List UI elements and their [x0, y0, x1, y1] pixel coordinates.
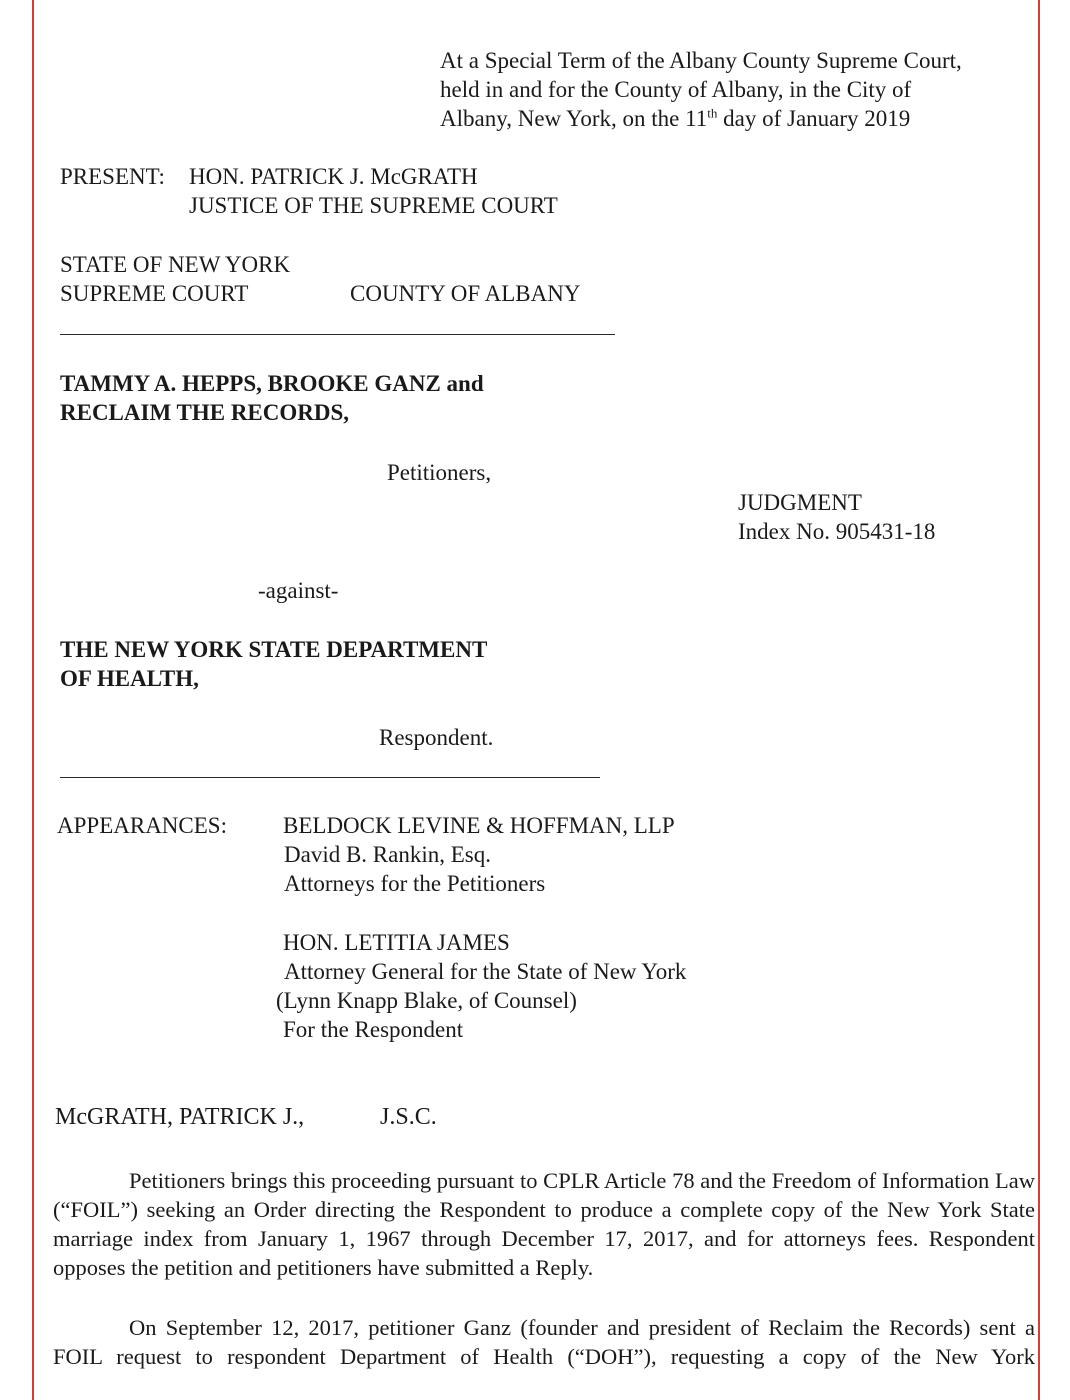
- caption-line-1: At a Special Term of the Albany County Supreme Court,: [440, 48, 962, 73]
- right-margin-line: [1038, 0, 1040, 1400]
- petitioners-line-1: TAMMY A. HEPPS, BROOKE GANZ and: [60, 371, 484, 396]
- appearances-label: APPEARANCES:: [57, 813, 227, 838]
- respondent-counsel-title: Attorney General for the State of New York: [284, 959, 687, 984]
- petitioner-attorney-role: Attorneys for the Petitioners: [284, 871, 546, 896]
- against-label: -against-: [258, 578, 339, 603]
- present-label: PRESENT:: [60, 164, 165, 189]
- respondent-line-2: OF HEALTH,: [60, 666, 199, 691]
- caption-rule-bottom: [60, 777, 600, 778]
- left-margin-line: [32, 0, 34, 1400]
- judge-title: JUSTICE OF THE SUPREME COURT: [189, 193, 558, 218]
- body-paragraph-2: On September 12, 2017, petitioner Ganz (founder and president of Reclaim the Records) sent a FOIL request to respondent Department of Health (“DOH”), requesting a copy of the New York: [53, 1315, 1035, 1369]
- caption-date-ordinal: th: [707, 105, 718, 121]
- state-name: STATE OF NEW YORK: [60, 252, 291, 277]
- petitioner-firm: BELDOCK LEVINE & HOFFMAN, LLP: [283, 813, 675, 838]
- author-title: J.S.C.: [380, 1104, 437, 1130]
- index-number: Index No. 905431-18: [738, 519, 936, 544]
- respondent-of-counsel: (Lynn Knapp Blake, of Counsel): [276, 988, 577, 1013]
- document-type: JUDGMENT: [738, 490, 862, 515]
- respondent-counsel-role: For the Respondent: [283, 1017, 464, 1042]
- respondent-line-1: THE NEW YORK STATE DEPARTMENT: [60, 637, 488, 662]
- caption-line-2: held in and for the County of Albany, in the City of: [440, 77, 912, 102]
- caption-date-prefix: Albany, New York, on the 11: [440, 106, 708, 131]
- caption-line-3: [440, 104, 910, 133]
- petitioners-line-2: RECLAIM THE RECORDS,: [60, 400, 350, 425]
- court-name: SUPREME COURT: [60, 281, 249, 306]
- petitioners-role: Petitioners,: [387, 460, 492, 485]
- respondent-role: Respondent.: [379, 725, 494, 750]
- caption-rule-top: [60, 334, 615, 335]
- author-name: McGRATH, PATRICK J.,: [55, 1104, 305, 1130]
- body-paragraph-1: Petitioners brings this proceeding pursuant to CPLR Article 78 and the Freedom of Information Law (“FOIL”) seeking an Order directing the Respondent to produce a complete copy of the New York State marriage index from January 1, 1967 through December 17, 2017, and for attorneys fees. Respondent opposes the petition and petitioners have submitted a Reply.: [53, 1168, 1035, 1280]
- respondent-counsel-name: HON. LETITIA JAMES: [283, 930, 510, 955]
- county-name: COUNTY OF ALBANY: [350, 281, 581, 306]
- judge-name: HON. PATRICK J. McGRATH: [189, 164, 478, 189]
- petitioner-attorney: David B. Rankin, Esq.: [284, 842, 491, 867]
- caption-date-suffix: day of January 2019: [717, 106, 911, 131]
